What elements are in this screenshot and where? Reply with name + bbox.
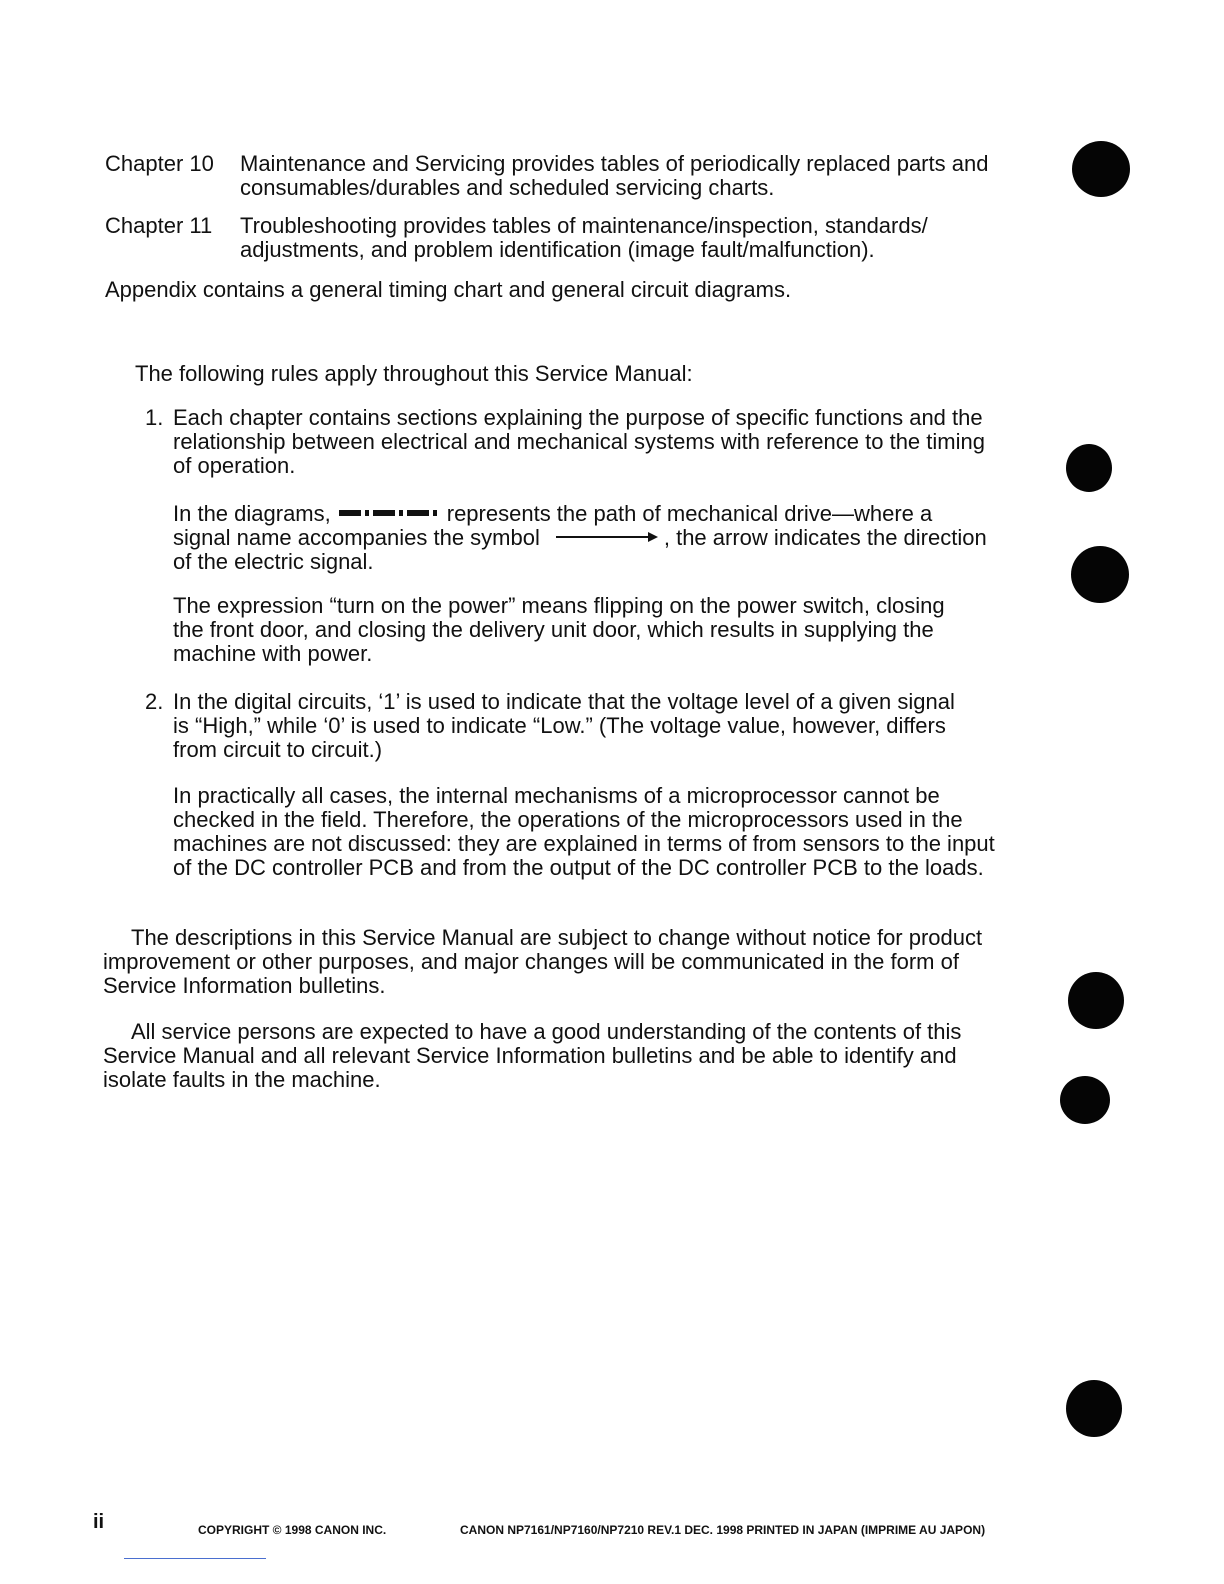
signal-arrow-icon <box>556 536 656 538</box>
punch-hole-4 <box>1068 972 1124 1029</box>
punch-hole-2 <box>1066 444 1112 492</box>
page-number: ii <box>93 1511 105 1533</box>
para-service: All service persons are expected to have a good understanding of the contents of this Service Manual and all relevant Service Information bulletins and be able to identify and isolate faults in the machine. <box>103 1019 962 1092</box>
appendix-text: Appendix contains a general timing chart and general circuit diagrams. <box>105 277 792 302</box>
footer-model: CANON NP7161/NP7160/NP7210 REV.1 DEC. 1998 PRINTED IN JAPAN (IMPRIME AU JAPON) <box>460 1523 986 1537</box>
punch-hole-6 <box>1066 1380 1122 1437</box>
mechanical-drive-symbol-icon <box>339 510 439 516</box>
rule-1-diagram-c: , the arrow indicates the direction of the electric signal. <box>173 525 987 574</box>
footer-copyright: COPYRIGHT © 1998 CANON INC. <box>198 1523 387 1537</box>
punch-hole-1 <box>1072 141 1130 197</box>
rule-1-power: The expression “turn on the power” means flipping on the power switch, closing the front door, and closing the delivery unit door, which results in supplying the machine with power. <box>173 593 945 666</box>
rules-intro: The following rules apply throughout this Service Manual: <box>135 361 693 386</box>
punch-hole-5 <box>1060 1076 1110 1124</box>
rule-1-text: Each chapter contains sections explaining the purpose of specific functions and the relationship between electrical and mechanical systems with reference to the timing of operation. <box>173 405 985 478</box>
rule-1-diagram-b: represents the path of mechanical drive—where a signal name accompanies the symbol <box>173 501 933 550</box>
chapter-11-text: Troubleshooting provides tables of maintenance/inspection, standards/ adjustments, and problem identification (image fault/malfunction). <box>240 213 928 262</box>
rule-2-text: In the digital circuits, ‘1’ is used to indicate that the voltage level of a given signal is “High,” while ‘0’ is used to indicate “Low.” (The voltage value, however, differs from circuit to circuit.) <box>173 689 955 762</box>
rule-2-number: 2. <box>145 689 164 714</box>
chapter-10-text: Maintenance and Servicing provides tables of periodically replaced parts and consumables/durables and scheduled servicing charts. <box>240 151 989 200</box>
footer-divider <box>124 1558 266 1559</box>
rule-1-number: 1. <box>145 405 164 430</box>
para-change: The descriptions in this Service Manual are subject to change without notice for product improvement or other purposes, and major changes will be communicated in the form of Service Information bulletins. <box>103 925 983 998</box>
chapter-10-label: Chapter 10 <box>105 151 214 176</box>
rule-2-micro: In practically all cases, the internal mechanisms of a microprocessor cannot be checked in the field. Therefore, the operations of the microprocessors used in the machines are not discussed: they are explained in terms of from sensors to the input of the DC controller PCB and from the output of the DC controller PCB to the loads. <box>173 783 995 880</box>
rule-1-diagram-paragraph <box>173 502 993 574</box>
punch-hole-3 <box>1071 546 1129 603</box>
rule-1-diagram-a: In the diagrams, <box>173 501 331 526</box>
chapter-11-label: Chapter 11 <box>105 213 213 238</box>
